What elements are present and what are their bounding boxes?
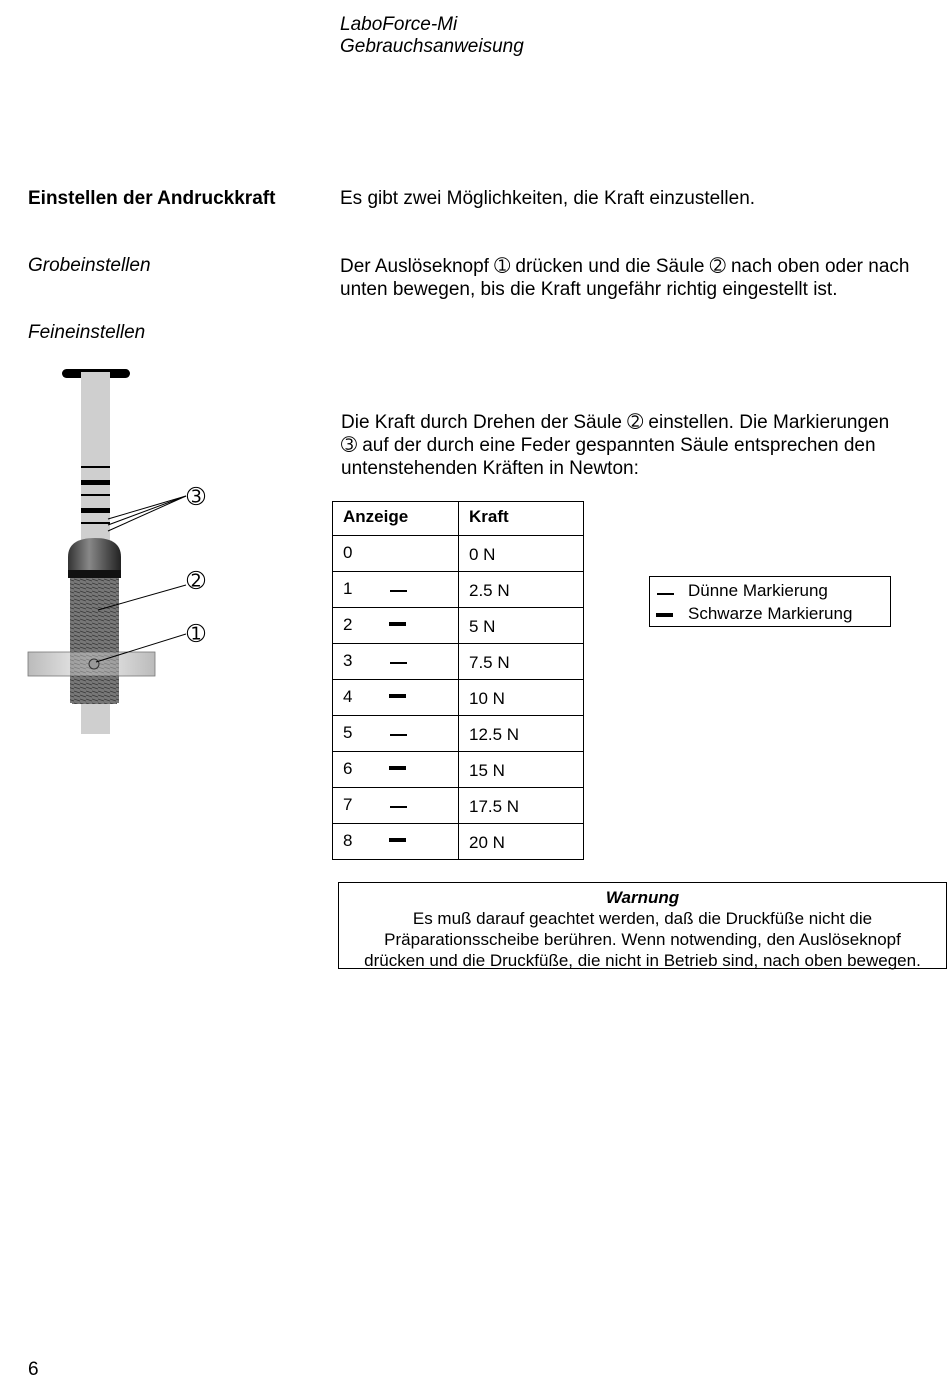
warning-line: Es muß darauf geachtet werden, daß die Druckfüße nicht die	[412, 909, 873, 928]
table-row	[333, 823, 583, 859]
anzeige-cell: 1	[343, 579, 353, 598]
table-header-row	[333, 502, 583, 535]
thin-marking-icon	[390, 590, 407, 592]
thick-marking-icon	[389, 766, 406, 770]
thick-marking-icon	[389, 694, 406, 698]
table-row	[333, 535, 583, 571]
anzeige-cell: 4	[343, 687, 353, 706]
force-table	[332, 501, 584, 860]
anzeige-cell: 7	[343, 795, 353, 814]
dome-cap	[68, 538, 121, 574]
anzeige-cell: 2	[343, 615, 353, 634]
anzeige-cell: 6	[343, 759, 353, 778]
page-number: 6	[28, 1359, 39, 1380]
kraft-cell: 7.5 N	[469, 653, 510, 672]
table-row	[333, 571, 583, 607]
table-row	[333, 607, 583, 643]
kraft-cell: 10 N	[469, 689, 505, 708]
thick-marking-icon	[389, 838, 406, 842]
fine-text: Die Kraft durch Drehen der Säule ➁ einstellen. Die Markierungen ➂ auf der durch eine Feder gespannten Säule entsprechen den untenstehenden Kräften in Newton:	[341, 412, 890, 479]
table-row	[333, 751, 583, 787]
table-row	[333, 643, 583, 679]
anzeige-cell: 0	[343, 543, 353, 562]
thin-marking-icon	[657, 593, 674, 595]
coarse-text: Der Auslöseknopf ➀ drücken und die Säule ➁ nach oben oder nach unten bewegen, bis die Kraft ungefähr richtig eingestellt ist.	[340, 256, 910, 300]
thick-marking-icon	[389, 622, 406, 626]
thick-marking-icon	[656, 613, 673, 617]
header-anzeige: Anzeige	[343, 507, 409, 526]
legend-thin-label: Dünne Markierung	[688, 581, 828, 600]
table-row	[333, 679, 583, 715]
upper-shaft	[81, 372, 110, 547]
release-button	[89, 659, 99, 669]
thin-marking-icon	[390, 806, 407, 808]
header-doc-type: Gebrauchsanweisung	[340, 36, 524, 57]
kraft-cell: 5 N	[469, 617, 496, 636]
column-illustration	[20, 362, 220, 742]
fine-label: Feineinstellen	[28, 322, 146, 343]
header-product-name: LaboForce-Mi	[340, 14, 458, 35]
kraft-cell: 2.5 N	[469, 581, 510, 600]
anzeige-cell: 3	[343, 651, 353, 670]
lower-shaft	[81, 704, 110, 734]
coarse-label: Grobeinstellen	[28, 255, 151, 276]
warning-box	[338, 882, 947, 969]
callout-3: ➂	[186, 485, 206, 510]
anzeige-cell: 8	[343, 831, 353, 850]
thin-marking-icon	[390, 734, 407, 736]
warning-title: Warnung	[605, 888, 680, 907]
kraft-cell: 12.5 N	[469, 725, 520, 744]
callout-2: ➁	[186, 569, 206, 594]
callout-1: ➀	[186, 622, 206, 647]
table-row	[333, 787, 583, 823]
kraft-cell: 15 N	[469, 761, 505, 780]
header-kraft: Kraft	[469, 507, 509, 526]
kraft-cell: 20 N	[469, 833, 505, 852]
section-title: Einstellen der Andruckkraft	[28, 188, 276, 209]
table-row	[333, 715, 583, 751]
kraft-cell: 0 N	[469, 545, 496, 564]
thin-marking-icon	[390, 662, 407, 664]
section-intro: Es gibt zwei Möglichkeiten, die Kraft einzustellen.	[340, 188, 756, 209]
legend-thick-label: Schwarze Markierung	[688, 604, 853, 623]
marking-legend	[649, 576, 891, 627]
anzeige-cell: 5	[343, 723, 353, 742]
kraft-cell: 17.5 N	[469, 797, 520, 816]
warning-line: drücken und die Druckfüße, die nicht in Betrieb sind, nach oben bewegen.	[364, 951, 921, 970]
warning-line: Präparationsscheibe berühren. Wenn notwending, den Auslöseknopf	[384, 930, 901, 949]
page-header	[340, 14, 524, 58]
